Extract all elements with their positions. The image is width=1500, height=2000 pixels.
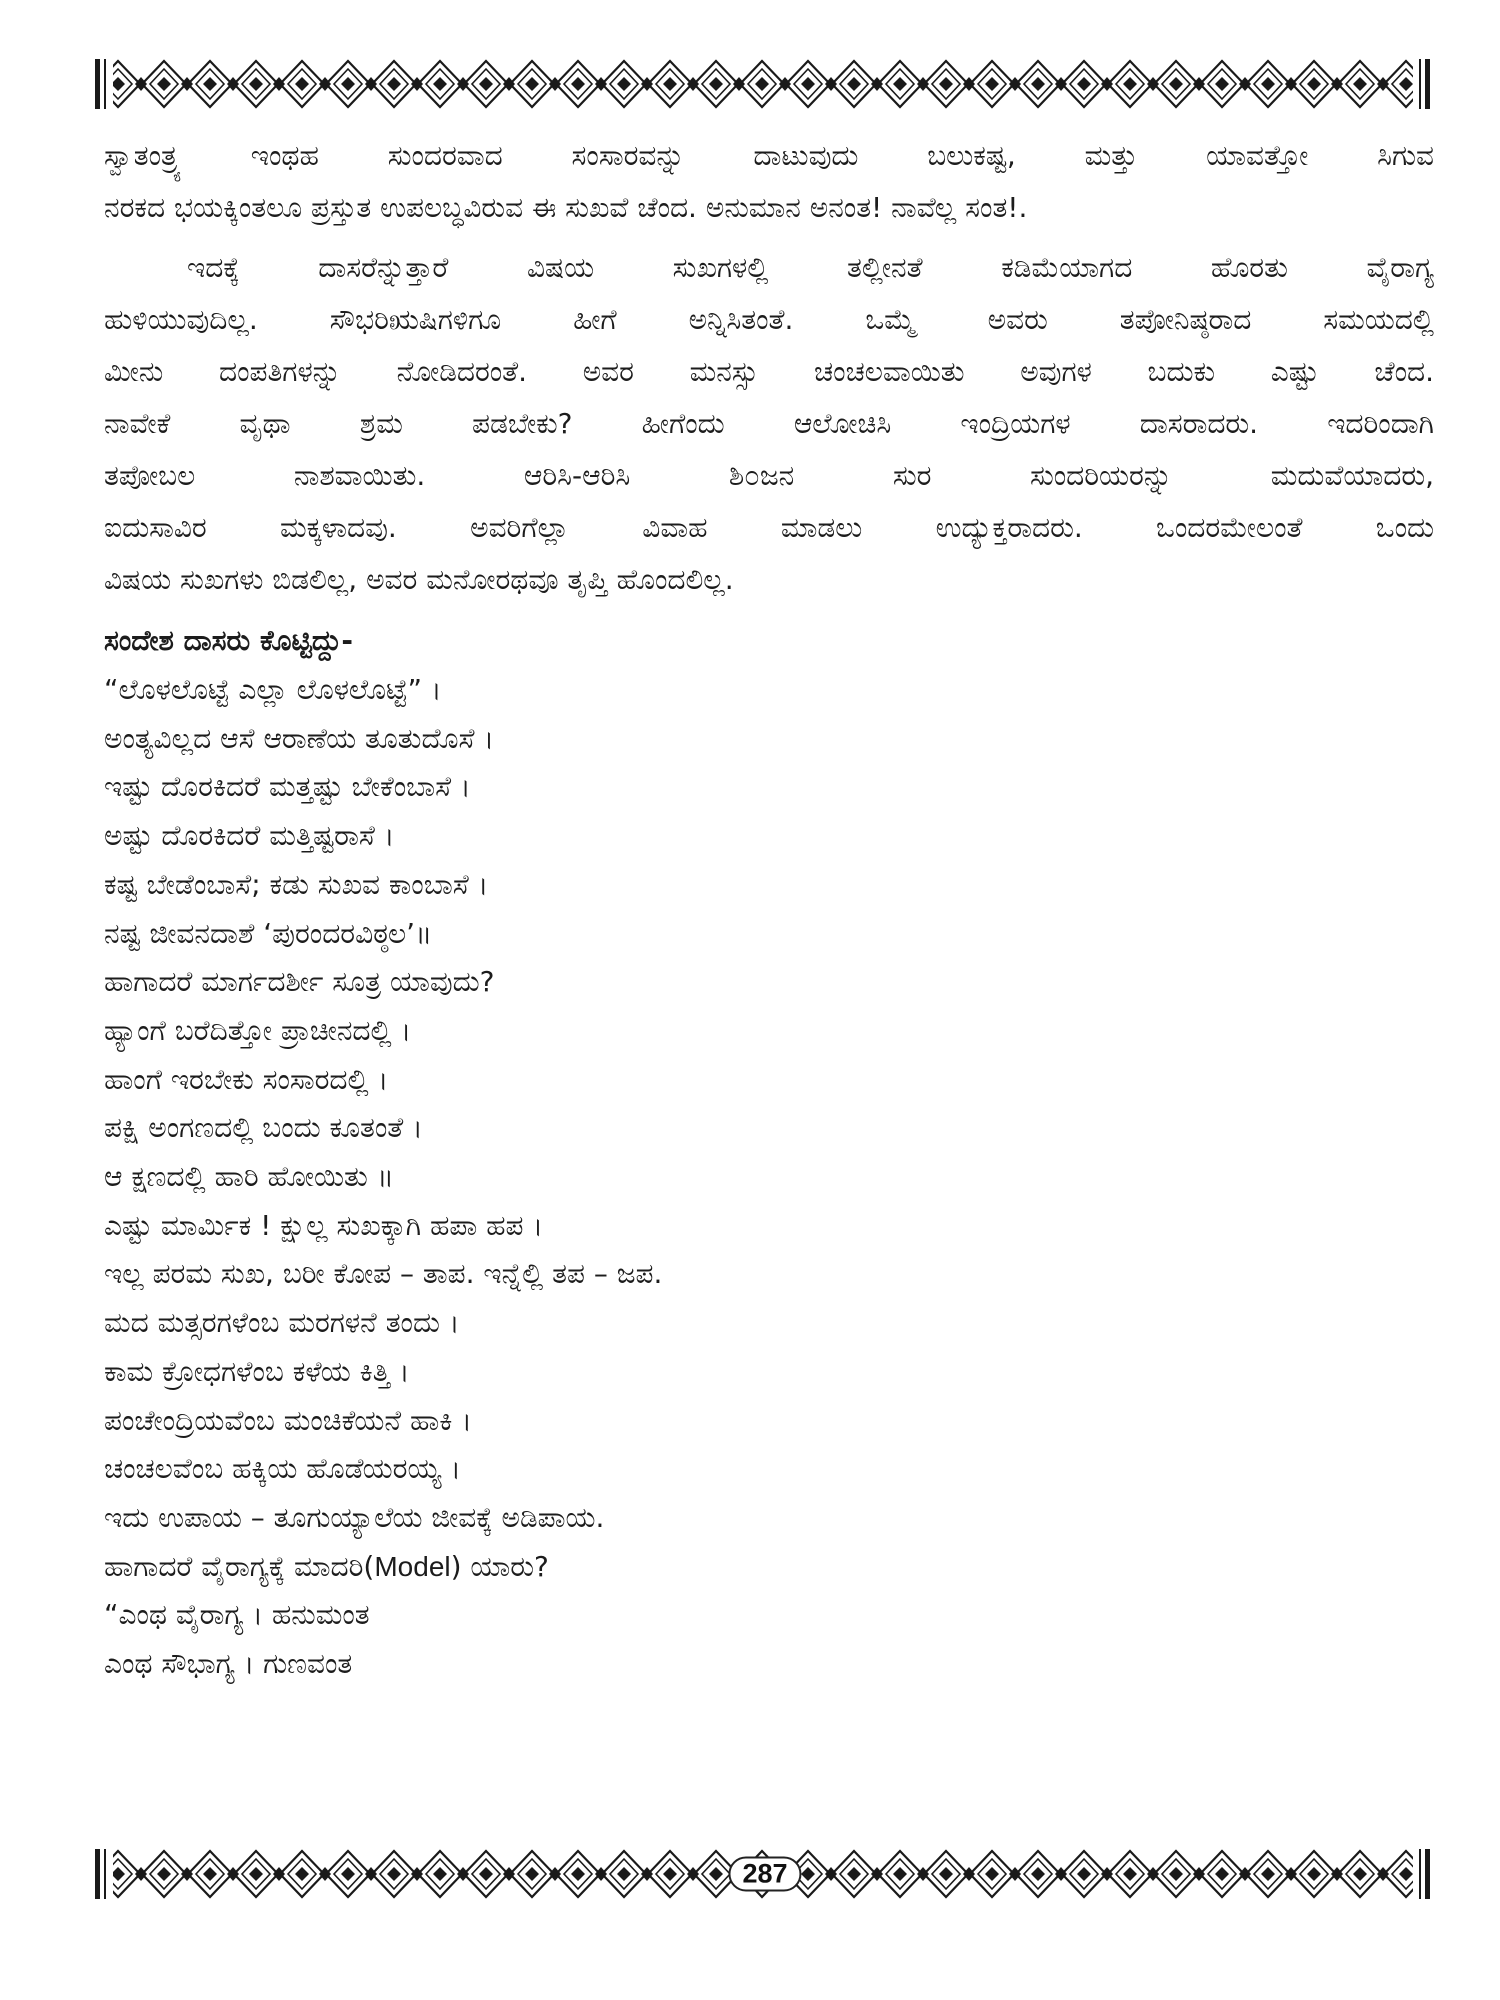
model-question-suffix: ) ಯಾರು?	[450, 1549, 549, 1583]
bottom-ornamental-border	[95, 1845, 1435, 1903]
poem-line: ಆ ಕ್ಷಣದಲ್ಲಿ ಹಾರಿ ಹೋಯಿತು ॥	[104, 1160, 394, 1194]
poem-line: ಇಲ್ಲ ಪರಮ ಸುಖ, ಬರೀ ಕೋಪ – ತಾಪ. ಇನ್ನೆಲ್ಲಿ ತಪ – ಜಪ.	[104, 1257, 663, 1291]
poem-line: ಕಷ್ಟ ಬೇಡೆಂಬಾಸೆ; ಕಡು ಸುಖವ ಕಾಂಬಾಸೆ ।	[104, 867, 489, 901]
poem-line: ಎಷ್ಟು ಮಾರ್ಮಿಕ ! ಕ್ಷುಲ್ಲ ಸುಖಕ್ಕಾಗಿ ಹಪಾ ಹಪ ।	[104, 1208, 544, 1242]
paragraph-line: ಮೀನು ದಂಪತಿಗಳನ್ನು ನೋಡಿದರಂತೆ. ಅವರ ಮನಸ್ಸು ಚಂಚಲವಾಯಿತು ಅವುಗಳ ಬದುಕು ಎಷ್ಟು ಚೆಂದ.	[104, 355, 1434, 388]
poem-line: ಹಾಗಾದರೆ ಮಾರ್ಗದರ್ಶೀ ಸೂತ್ರ ಯಾವುದು?	[104, 965, 495, 999]
poem-line: ಮದ ಮತ್ಸರಗಳೆಂಬ ಮರಗಳನೆ ತಂದು ।	[104, 1306, 460, 1340]
paragraph-line: ಐದುಸಾವಿರ ಮಕ್ಕಳಾದವು. ಅವರಿಗೆಲ್ಲಾ ವಿವಾಹ ಮಾಡಲು ಉದ್ಯುಕ್ತರಾದರು. ಒಂದರಮೇಲಂತೆ ಒಂದು	[104, 511, 1434, 544]
paragraph-line: ತಪೋಬಲ ನಾಶವಾಯಿತು. ಆರಿಸಿ-ಆರಿಸಿ ಶಿ೦ಜನ ಸುರ ಸುಂದರಿಯರನ್ನು ಮದುವೆಯಾದರು,	[104, 459, 1434, 492]
poem-line: ಹಾಂಗೆ ಇರಬೇಕು ಸಂಸಾರದಲ್ಲಿ ।	[104, 1062, 389, 1096]
paragraph-line: ಹುಳಿಯುವುದಿಲ್ಲ. ಸೌಭರಿಋಷಿಗಳಿಗೂ ಹೀಗೆ ಅನ್ನಿಸಿತಂತೆ. ಒಮ್ಮೆ ಅವರು ತಪೋನಿಷ್ಠರಾದ ಸಮಯದಲ್ಲಿ	[104, 303, 1434, 336]
poem-line: ನಷ್ಟ ಜೀವನದಾಶೆ ‘ಪುರಂದರವಿಠ್ಠಲ’॥	[104, 916, 433, 950]
paragraph-line: ವಿಷಯ ಸುಖಗಳು ಬಿಡಲಿಲ್ಲ, ಅವರ ಮನೋರಥವೂ ತೃಪ್ತಿ ಹೊಂದಲಿಲ್ಲ.	[104, 563, 734, 596]
closing-line: ಎಂಥ ಸೌಭಾಗ್ಯ । ಗುಣವಂತ	[104, 1647, 353, 1681]
page-number: 287	[728, 1857, 801, 1892]
model-question	[104, 1543, 1434, 1592]
paragraph-line: ನರಕದ ಭಯಕ್ಕಿಂತಲೂ ಪ್ರಸ್ತುತ ಉಪಲಬ್ಧವಿರುವ ಈ ಸುಖವೆ ಚೆಂದ. ಅನುಮಾನ ಅನಂತ! ನಾವೆಲ್ಲ ಸಂತ!.	[104, 191, 1028, 224]
paragraph-line: ನಾವೇಕೆ ವೃಥಾ ಶ್ರಮ ಪಡಬೇಕು? ಹೀಗೆಂದು ಆಲೋಚಿಸಿ ಇಂದ್ರಿಯಗಳ ದಾಸರಾದರು. ಇದರಿಂದಾಗಿ	[104, 407, 1434, 440]
paragraph-line: ಸ್ವಾತಂತ್ರ್ಯ ಇಂಥಹ ಸುಂದರವಾದ ಸಂಸಾರವನ್ನು ದಾಟುವುದು ಬಲುಕಷ್ಟ, ಮತ್ತು ಯಾವತ್ತೋ ಸಿಗುವ	[104, 139, 1434, 172]
paragraph-line: ಇದಕ್ಕೆ ದಾಸರೆನ್ನುತ್ತಾರೆ ವಿಷಯ ಸುಖಗಳಲ್ಲಿ ತಲ್ಲೀನತೆ ಕಡಿಮೆಯಾಗದ ಹೊರತು ವೈರಾಗ್ಯ	[187, 251, 1434, 284]
paragraph-2	[104, 242, 1434, 606]
poem-line: ಇಷ್ಟು ದೊರಕಿದರೆ ಮತ್ತಷ್ಟು ಬೇಕೆಂಬಾಸೆ ।	[104, 770, 471, 804]
poem-line: ಪಕ್ಷಿ ಅಂಗಣದಲ್ಲಿ ಬಂದು ಕೂತಂತೆ ।	[104, 1111, 423, 1145]
poem-line: ಚಂಚಲವೆಂಬ ಹಕ್ಕಿಯ ಹೊಡೆಯರಯ್ಯ ।	[104, 1452, 461, 1486]
poem-line: ಅಂತ್ಯವಿಲ್ಲದ ಆಸೆ ಆರಾಣೆಯ ತೂತುದೊಸೆ ।	[104, 721, 495, 755]
poem-line: ಪಂಚೇಂದ್ರಿಯವೆಂಬ ಮಂಚಿಕೆಯನೆ ಹಾಕಿ ।	[104, 1403, 472, 1437]
top-ornamental-border	[95, 55, 1435, 113]
section-heading: ಸಂದೇಶ ದಾಸರು ಕೊಟ್ಟಿದ್ದು-	[104, 624, 353, 657]
page-content	[104, 130, 1434, 1689]
paragraph-1	[104, 130, 1434, 234]
model-question-latin: Model	[374, 1550, 451, 1582]
poem-line: ಇದು ಉಪಾಯ – ತೂಗುಯ್ಯಾಲೆಯ ಜೀವಕ್ಕೆ ಅಡಿಪಾಯ.	[104, 1500, 605, 1534]
poem-block	[104, 666, 1434, 1543]
poem-line: ಅಷ್ಟು ದೊರಕಿದರೆ ಮತ್ತಿಷ್ಟರಾಸೆ ।	[104, 819, 395, 853]
poem-line: “ಲೊಳಲೊಟ್ಟೆ ಎಲ್ಲಾ ಲೊಳಲೊಟ್ಟೆ” ।	[104, 673, 442, 706]
poem-line: ಕಾಮ ಕ್ರೋಧಗಳೆಂಬ ಕಳೆಯ ಕಿತ್ತಿ ।	[104, 1354, 410, 1388]
model-question-prefix: ಹಾಗಾದರೆ ವೈರಾಗ್ಯಕ್ಕೆ ಮಾದರಿ(	[104, 1549, 375, 1583]
closing-line: “ಎಂಥ ವೈರಾಗ್ಯ । ಹನುಮಂತ	[104, 1598, 370, 1632]
poem-line: ಹ್ಯಾಂಗೆ ಬರೆದಿತ್ತೋ ಪ್ರಾಚೀನದಲ್ಲಿ ।	[104, 1013, 412, 1047]
